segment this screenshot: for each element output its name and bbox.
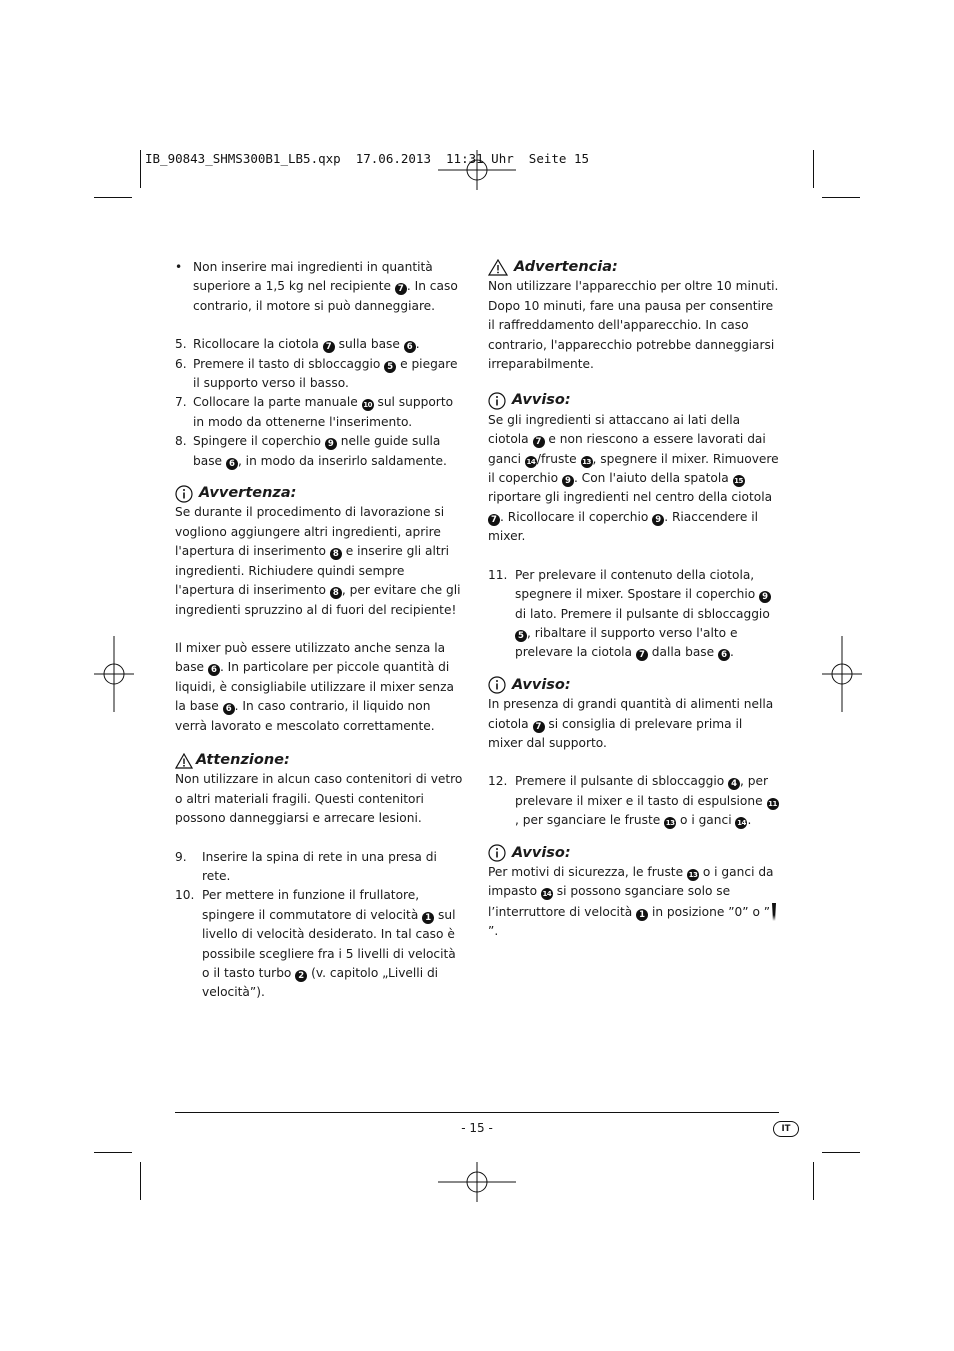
left-column bbox=[175, 258, 465, 1003]
paragraph: In presenza di grandi quantità di alimenti nella ciotola 7 si consiglia di prelevare prima il mixer dal supporto. bbox=[488, 697, 774, 750]
registration-mark-icon bbox=[438, 1162, 516, 1202]
info-circle-icon bbox=[488, 844, 506, 862]
paragraph: Non utilizzare l'apparecchio per oltre 10 minuti. Dopo 10 minuti, fare una pausa per consentire il raffreddamento dell'apparecchio. In caso contrario, l'apparecchio potrebbe danneggiarsi irreparabilmente. bbox=[488, 279, 779, 372]
registration-mark-icon bbox=[94, 636, 134, 712]
ref-badge: 9 bbox=[652, 514, 664, 526]
info-circle-icon bbox=[488, 676, 506, 694]
info-circle-icon bbox=[488, 392, 506, 410]
list-item: 7. Collocare la parte manuale 10 sul supporto in modo da ottenerne l'inserimento. bbox=[175, 395, 454, 429]
ref-badge: 14 bbox=[542, 890, 552, 899]
crop-mark bbox=[140, 1162, 141, 1200]
pulse-symbol-icon bbox=[770, 902, 778, 922]
ref-badge: 5 bbox=[384, 361, 396, 373]
ref-badge: 14 bbox=[737, 819, 746, 828]
warning-triangle-icon bbox=[488, 259, 508, 276]
ref-badge: 7 bbox=[395, 283, 407, 295]
list-item: • Non inserire mai ingredienti in quantità superiore a 1,5 kg nel recipiente 7 . In caso contrario, il motore si può danneggiare. bbox=[175, 258, 465, 316]
list-item: 9. Inserire la spina di rete in una presa di rete. bbox=[175, 849, 437, 883]
crop-mark bbox=[822, 1152, 860, 1153]
ref-badge: 8 bbox=[330, 587, 342, 599]
list-item: 10. Per mettere in funzione il frullatore, spingere il commutatore di velocità 1 sul livello di velocità desiderato. In tal caso è possibile scegliere fra i 5 livelli di velocità o il tasto turbo 2 (v. capitolo „Livelli di velocità”). bbox=[175, 888, 456, 1000]
crop-mark bbox=[813, 150, 814, 188]
list-item: 5. Ricollocare la ciotola 7 sulla base 6 . bbox=[175, 337, 420, 353]
list-item: 8. Spingere il coperchio 9 nelle guide sulla base 6 , in modo da inserirlo saldamente. bbox=[175, 434, 447, 469]
paragraph: Se durante il procedimento di lavorazione si vogliono aggiungere altri ingredienti, aprire l'apertura di inserimento 8 e inserire gli altri ingredienti. Richiudere quindi sempre l'apertura di inserimento 8 , per evitare che gli ingredienti spruzzino al di fuori del recipiente! bbox=[175, 505, 461, 617]
heading-title: Advertencia: bbox=[514, 259, 618, 275]
section-heading bbox=[488, 391, 780, 410]
ref-badge: 13 bbox=[582, 457, 591, 466]
ref-badge: 9 bbox=[325, 438, 337, 450]
heading-title: Avvertenza: bbox=[199, 485, 297, 502]
paragraph: Per motivi di sicurezza, le fruste 13 o i ganci da impasto 14 si possono sganciare solo se l’interruttore di velocità 1 in posizione ”0” o ””. bbox=[488, 863, 780, 942]
paragraph: Non utilizzare in alcun caso contenitori di vetro o altri materiali fragili. Questi contenitori possono danneggiarsi e arrecare lesioni. bbox=[175, 772, 463, 826]
ref-badge: 1 bbox=[422, 912, 434, 924]
print-slug: IB_90843_SHMS300B1_LB5.qxp 17.06.2013 11:31 Uhr Seite 15 bbox=[145, 151, 590, 166]
section-heading bbox=[488, 844, 780, 863]
ref-badge: 7 bbox=[488, 514, 500, 526]
ref-badge: 2 bbox=[295, 970, 307, 982]
warning-triangle-icon bbox=[175, 753, 193, 769]
ref-badge: 7 bbox=[636, 649, 648, 661]
ref-badge: 15 bbox=[734, 477, 743, 486]
paragraph: Il mixer può essere utilizzato anche senza la base 6 . In particolare per piccole quantità di liquidi, è consigliabile utilizzare il mixer senza la base 6 . In caso contrario, il liquido non verrà lavorato e mescolato correttamente. bbox=[175, 640, 454, 733]
registration-mark-icon bbox=[822, 636, 862, 712]
ref-badge: 9 bbox=[562, 475, 574, 487]
ref-badge: 6 bbox=[208, 664, 220, 676]
crop-mark bbox=[813, 1162, 814, 1200]
section-heading bbox=[175, 751, 465, 770]
ref-badge: 1 bbox=[636, 909, 648, 921]
right-column bbox=[488, 258, 780, 942]
crop-mark bbox=[140, 150, 141, 188]
crop-mark bbox=[94, 1152, 132, 1153]
ref-badge: 7 bbox=[323, 341, 335, 353]
ref-badge: 6 bbox=[223, 703, 235, 715]
language-badge: IT bbox=[773, 1121, 799, 1137]
heading-title: Attenzione: bbox=[196, 751, 290, 768]
ref-badge: 9 bbox=[759, 591, 771, 603]
ref-badge: 4 bbox=[728, 778, 740, 790]
heading-title: Avviso: bbox=[512, 392, 571, 409]
ref-badge: 7 bbox=[533, 721, 545, 733]
page-number: - 15 - bbox=[461, 1121, 493, 1135]
crop-mark bbox=[822, 197, 860, 198]
bullet: • bbox=[175, 260, 183, 274]
ref-badge: 7 bbox=[533, 436, 545, 448]
heading-title: Avviso: bbox=[512, 676, 571, 693]
ref-badge: 6 bbox=[718, 649, 730, 661]
ref-badge: 14 bbox=[526, 457, 536, 466]
ref-badge: 8 bbox=[330, 548, 342, 560]
heading-title: Avviso: bbox=[512, 844, 571, 861]
ref-badge: 11 bbox=[768, 799, 777, 808]
section-heading bbox=[488, 258, 780, 277]
ref-badge: 5 bbox=[515, 630, 527, 642]
ref-badge: 13 bbox=[688, 870, 698, 879]
section-heading bbox=[488, 676, 780, 695]
list-item: 6. Premere il tasto di sbloccaggio 5 e piegare il supporto verso il basso. bbox=[175, 356, 458, 391]
list-item: 12. Premere il pulsante di sbloccaggio 4 , per prelevare il mixer e il tasto di espulsione 11, per sganciare le fruste 13 o i ganci 14 . bbox=[488, 774, 777, 828]
ref-badge: 6 bbox=[226, 458, 238, 470]
ref-badge: 6 bbox=[404, 341, 416, 353]
footer-rule bbox=[175, 1112, 779, 1113]
paragraph: Se gli ingredienti si attaccano ai lati della ciotola 7 e non riescono a essere lavorati dai ganci 14 /fruste 13 , spegnere il mixer. Rimuovere il coperchio 9 . Con l'aiuto della spatola 15 riportare gli ingredienti nel centro della ciotola 7 . Ricollocare il coperchio 9 . Riaccendere il mixer. bbox=[488, 412, 779, 544]
crop-mark bbox=[94, 197, 132, 198]
ref-badge: 10 bbox=[363, 401, 372, 410]
info-circle-icon bbox=[175, 485, 193, 503]
list-item: 11. Per prelevare il contenuto della ciotola, spegnere il mixer. Spostare il coperchio 9 di lato. Premere il pulsante di sbloccaggio 5 , ribaltare il supporto verso l'alto e prelevare la ciotola 7 dalla base 6 . bbox=[488, 567, 770, 661]
section-heading bbox=[175, 484, 465, 503]
ref-badge: 13 bbox=[665, 819, 675, 828]
